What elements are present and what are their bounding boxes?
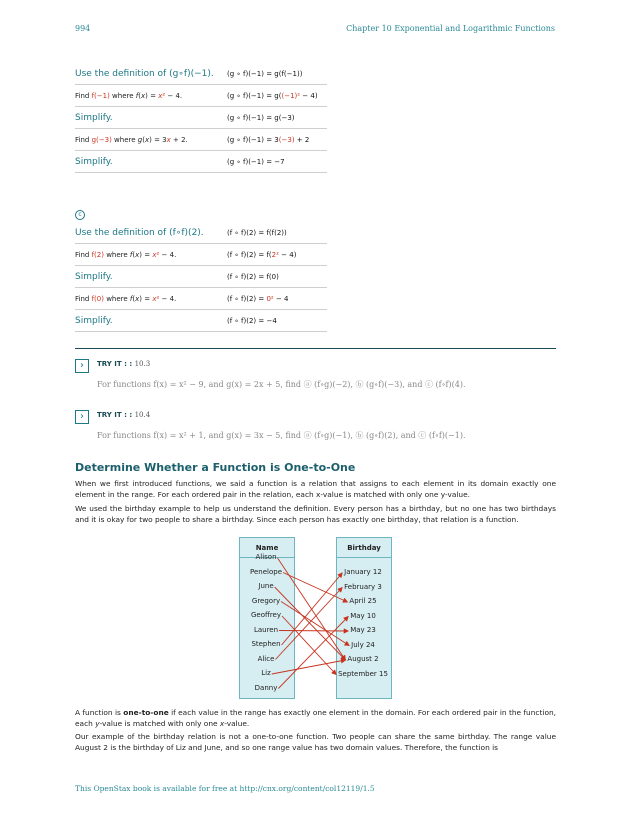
birthday-item: May 10: [350, 611, 376, 620]
paragraph-birthday: We used the birthday example to help us understand the definition. Every person has a birthday, but no one has two birthdays and it is okay for two people to share a birthday. Since each person has exactly one birthday, that relation is a function.: [75, 504, 556, 524]
step-instruction: Use the definition of (f∘f)(2).: [75, 227, 204, 238]
name-item: June: [258, 582, 274, 590]
birthday-item: May 23: [350, 626, 376, 634]
step-instruction: Find f(2) where f(x) = x² − 4.: [75, 250, 177, 259]
birthday-item: April 25: [349, 597, 377, 605]
name-item: Danny: [254, 683, 278, 692]
name-item: Stephen: [251, 640, 281, 648]
chevron-right-icon[interactable]: ›: [75, 410, 89, 424]
step-work: (g ∘ f)(−1) = −7: [227, 157, 285, 166]
step-work: (g ∘ f)(−1) = g(f(−1)): [227, 69, 303, 78]
mapping-arrow: [279, 631, 348, 632]
footer-note: This OpenStax book is available for free at http://cnx.org/content/col12119/1.5: [75, 784, 375, 793]
section-title: Determine Whether a Function is One-to-One: [75, 461, 356, 474]
name-item: Lauren: [253, 625, 279, 634]
step-work: (g ∘ f)(−1) = 3(−3) + 2: [227, 135, 310, 144]
step-instruction: Use the definition of (g∘f)(−1).: [75, 68, 214, 79]
page-number: 994: [75, 24, 91, 33]
name-header: Name: [255, 544, 279, 552]
birthday-item: September 15: [338, 669, 388, 678]
step-work: (f ∘ f)(2) = 0² − 4: [227, 294, 289, 303]
mapping-arrow: [283, 573, 347, 603]
birthday-item: February 3: [344, 582, 382, 591]
name-item: Alice: [257, 654, 275, 663]
step-work: (f ∘ f)(2) = f(0): [227, 272, 279, 281]
step-work: (f ∘ f)(2) = f(2² − 4): [227, 250, 297, 259]
step-instruction: Find f(−1) where f(x) = x² − 4.: [75, 91, 183, 100]
try-it-title: TRY IT : : 10.4: [97, 411, 151, 419]
step-instruction: Simplify.: [75, 112, 113, 123]
paragraph-intro: When we first introduced functions, we said a function is a relation that assigns to each element in its domain exactly one element in the range. For each ordered pair in the relation, each x-value is matched with only one y-value.: [75, 479, 556, 499]
birthday-item: August 2: [347, 655, 379, 663]
try-it-problem: For functions f(x) = x² − 9, and g(x) = 2x + 5, find ⓐ (f∘g)(−2), ⓑ (g∘f)(−3), and ⓒ (f∘f)(4).: [97, 380, 466, 389]
step-work: (g ∘ f)(−1) = g(−3): [227, 113, 295, 122]
step-instruction: Simplify.: [75, 156, 113, 167]
birthday-header: Birthday: [347, 544, 381, 552]
step-instruction: Find g(−3) where g(x) = 3x + 2.: [75, 135, 188, 144]
step-instruction: Find f(0) where f(x) = x² − 4.: [75, 294, 177, 303]
birthday-item: July 24: [351, 640, 375, 649]
name-item: Liz: [261, 669, 271, 677]
mapping-arrow: [282, 616, 336, 675]
try-it-title: TRY IT : : 10.3: [97, 360, 151, 368]
step-work: (g ∘ f)(−1) = g((−1)² − 4): [227, 91, 318, 100]
name-item: Gregory: [251, 596, 281, 605]
paragraph-one-to-one-definition: A function is one-to-one if each value in the range has exactly one element in the domain. For each ordered pair in the function, each y-value is matched with only one x-value.: [75, 708, 556, 728]
mapping-arrow: [282, 573, 343, 645]
mapping-arrow: [272, 660, 346, 674]
chevron-right-icon[interactable]: ›: [75, 359, 89, 373]
part-c-label: c: [75, 210, 85, 220]
step-instruction: Simplify.: [75, 271, 113, 282]
name-item: Penelope: [250, 567, 282, 576]
name-item: Alison: [255, 553, 277, 561]
step-work: (f ∘ f)(2) = −4: [227, 316, 277, 325]
paragraph-birthday-not-one-to-one: Our example of the birthday relation is not a one-to-one function. Two people can share the same birthday. The range value August 2 is the birthday of Liz and June, and so one range value has two domain values. Therefore, the function is: [75, 732, 556, 752]
step-work: (f ∘ f)(2) = f(f(2)): [227, 228, 287, 237]
try-it-problem: For functions f(x) = x² + 1, and g(x) = 3x − 5, find ⓐ (f∘g)(−1), ⓑ (g∘f)(2), and ⓒ (f∘f)(−1).: [97, 431, 466, 440]
chapter-title: Chapter 10 Exponential and Logarithmic Functions: [346, 24, 555, 33]
name-item: Geoffrey: [250, 611, 281, 619]
step-instruction: Simplify.: [75, 315, 113, 326]
birthday-item: January 12: [344, 568, 382, 576]
mapping-arrow: [281, 602, 349, 646]
